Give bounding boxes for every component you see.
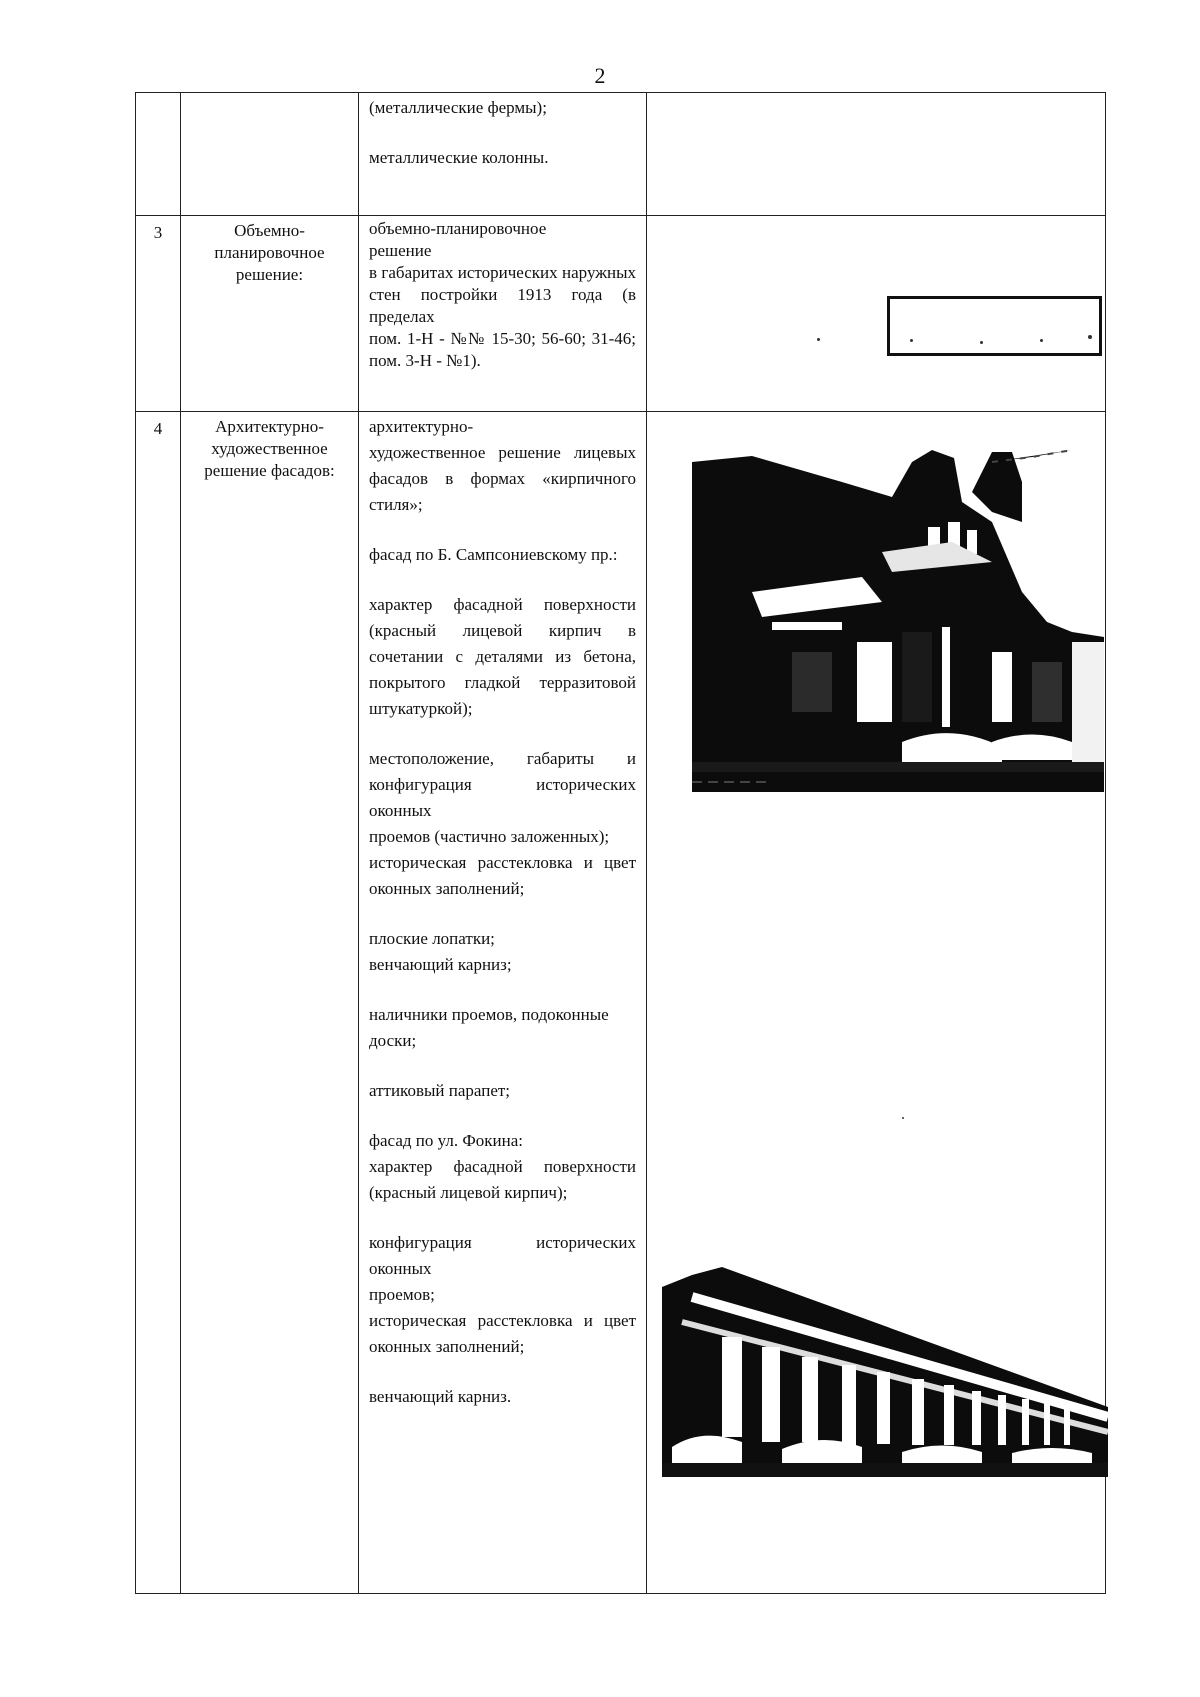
content-line: аттиковый парапет;: [369, 1081, 511, 1100]
content-line: фасад по Б. Сампсониевскому пр.:: [369, 545, 618, 564]
row-label: [181, 93, 359, 216]
content-line: проемов;: [369, 1285, 435, 1304]
facade-photo-sampsonievsky: [692, 442, 1104, 802]
facade-photo-fokina: [662, 1267, 1108, 1477]
speck-mark: [902, 1117, 904, 1119]
row-number: [136, 93, 181, 216]
row-number: 4: [136, 412, 181, 1594]
content-line: венчающий карниз.: [369, 1387, 512, 1406]
content-line: фасад по ул. Фокина:: [369, 1131, 523, 1150]
content-line: характер фасадной поверхности (красный лицевой кирпич);: [369, 1157, 636, 1202]
row-label: [181, 216, 359, 412]
image-cell: [647, 93, 1106, 216]
content-line: художественное решение лицевых фасадов в формах «кирпичного стиля»;: [369, 443, 636, 514]
content-line: конфигурация исторических оконных: [369, 1233, 636, 1278]
speck-mark: [817, 338, 820, 341]
content-line: в габаритах исторических наружных стен постройки 1913 года (в пределах: [369, 263, 636, 326]
page-number: 2: [594, 63, 606, 88]
content-line: историческая расстекловка и цвет оконных заполнений;: [369, 853, 636, 898]
content-line: местоположение, габариты и конфигурация исторических оконных: [369, 749, 636, 820]
table-row: [136, 93, 1106, 216]
content-line: плоские лопатки;: [369, 929, 495, 948]
document-table: [135, 92, 1106, 1594]
content-line: венчающий карниз;: [369, 955, 512, 974]
content-line: металлические колонны.: [369, 148, 549, 167]
label-line: планировочное: [214, 243, 325, 262]
row-label: [181, 412, 359, 1594]
image-cell: [647, 216, 1106, 412]
content-line: архитектурно-: [369, 417, 474, 436]
label-line: Архитектурно-: [215, 417, 324, 436]
table-row: [136, 412, 1106, 1594]
content-line: проемов (частично заложенных);: [369, 827, 610, 846]
content-line: пом. 1-Н - №№ 15-30; 56-60; 31-46; пом. 3-Н - №1).: [369, 329, 636, 370]
content-line: доски;: [369, 1031, 417, 1050]
content-line: характер фасадной поверхности (красный лицевой кирпич в сочетании с деталями из бетона, покрытого гладкой терразитовой штукатуркой);: [369, 595, 636, 718]
row-number: 3: [136, 216, 181, 412]
label-line: решение:: [235, 265, 304, 284]
content-line: наличники проемов, подоконные: [369, 1005, 609, 1024]
content-line: объемно-планировочное: [369, 219, 547, 238]
content-line: историческая расстекловка и цвет оконных заполнений;: [369, 1311, 636, 1356]
table-row: [136, 216, 1106, 412]
row-content: [359, 412, 647, 1594]
row-content: [359, 216, 647, 412]
label-line: художественное: [211, 439, 328, 458]
redacted-image-box: [887, 296, 1102, 356]
content-line: (металлические фермы);: [369, 98, 547, 117]
row-content: [359, 93, 647, 216]
label-line: решение фасадов:: [204, 461, 335, 480]
content-line: решение: [369, 241, 432, 260]
label-line: Объемно-: [234, 221, 305, 240]
image-cell: [647, 412, 1106, 1594]
